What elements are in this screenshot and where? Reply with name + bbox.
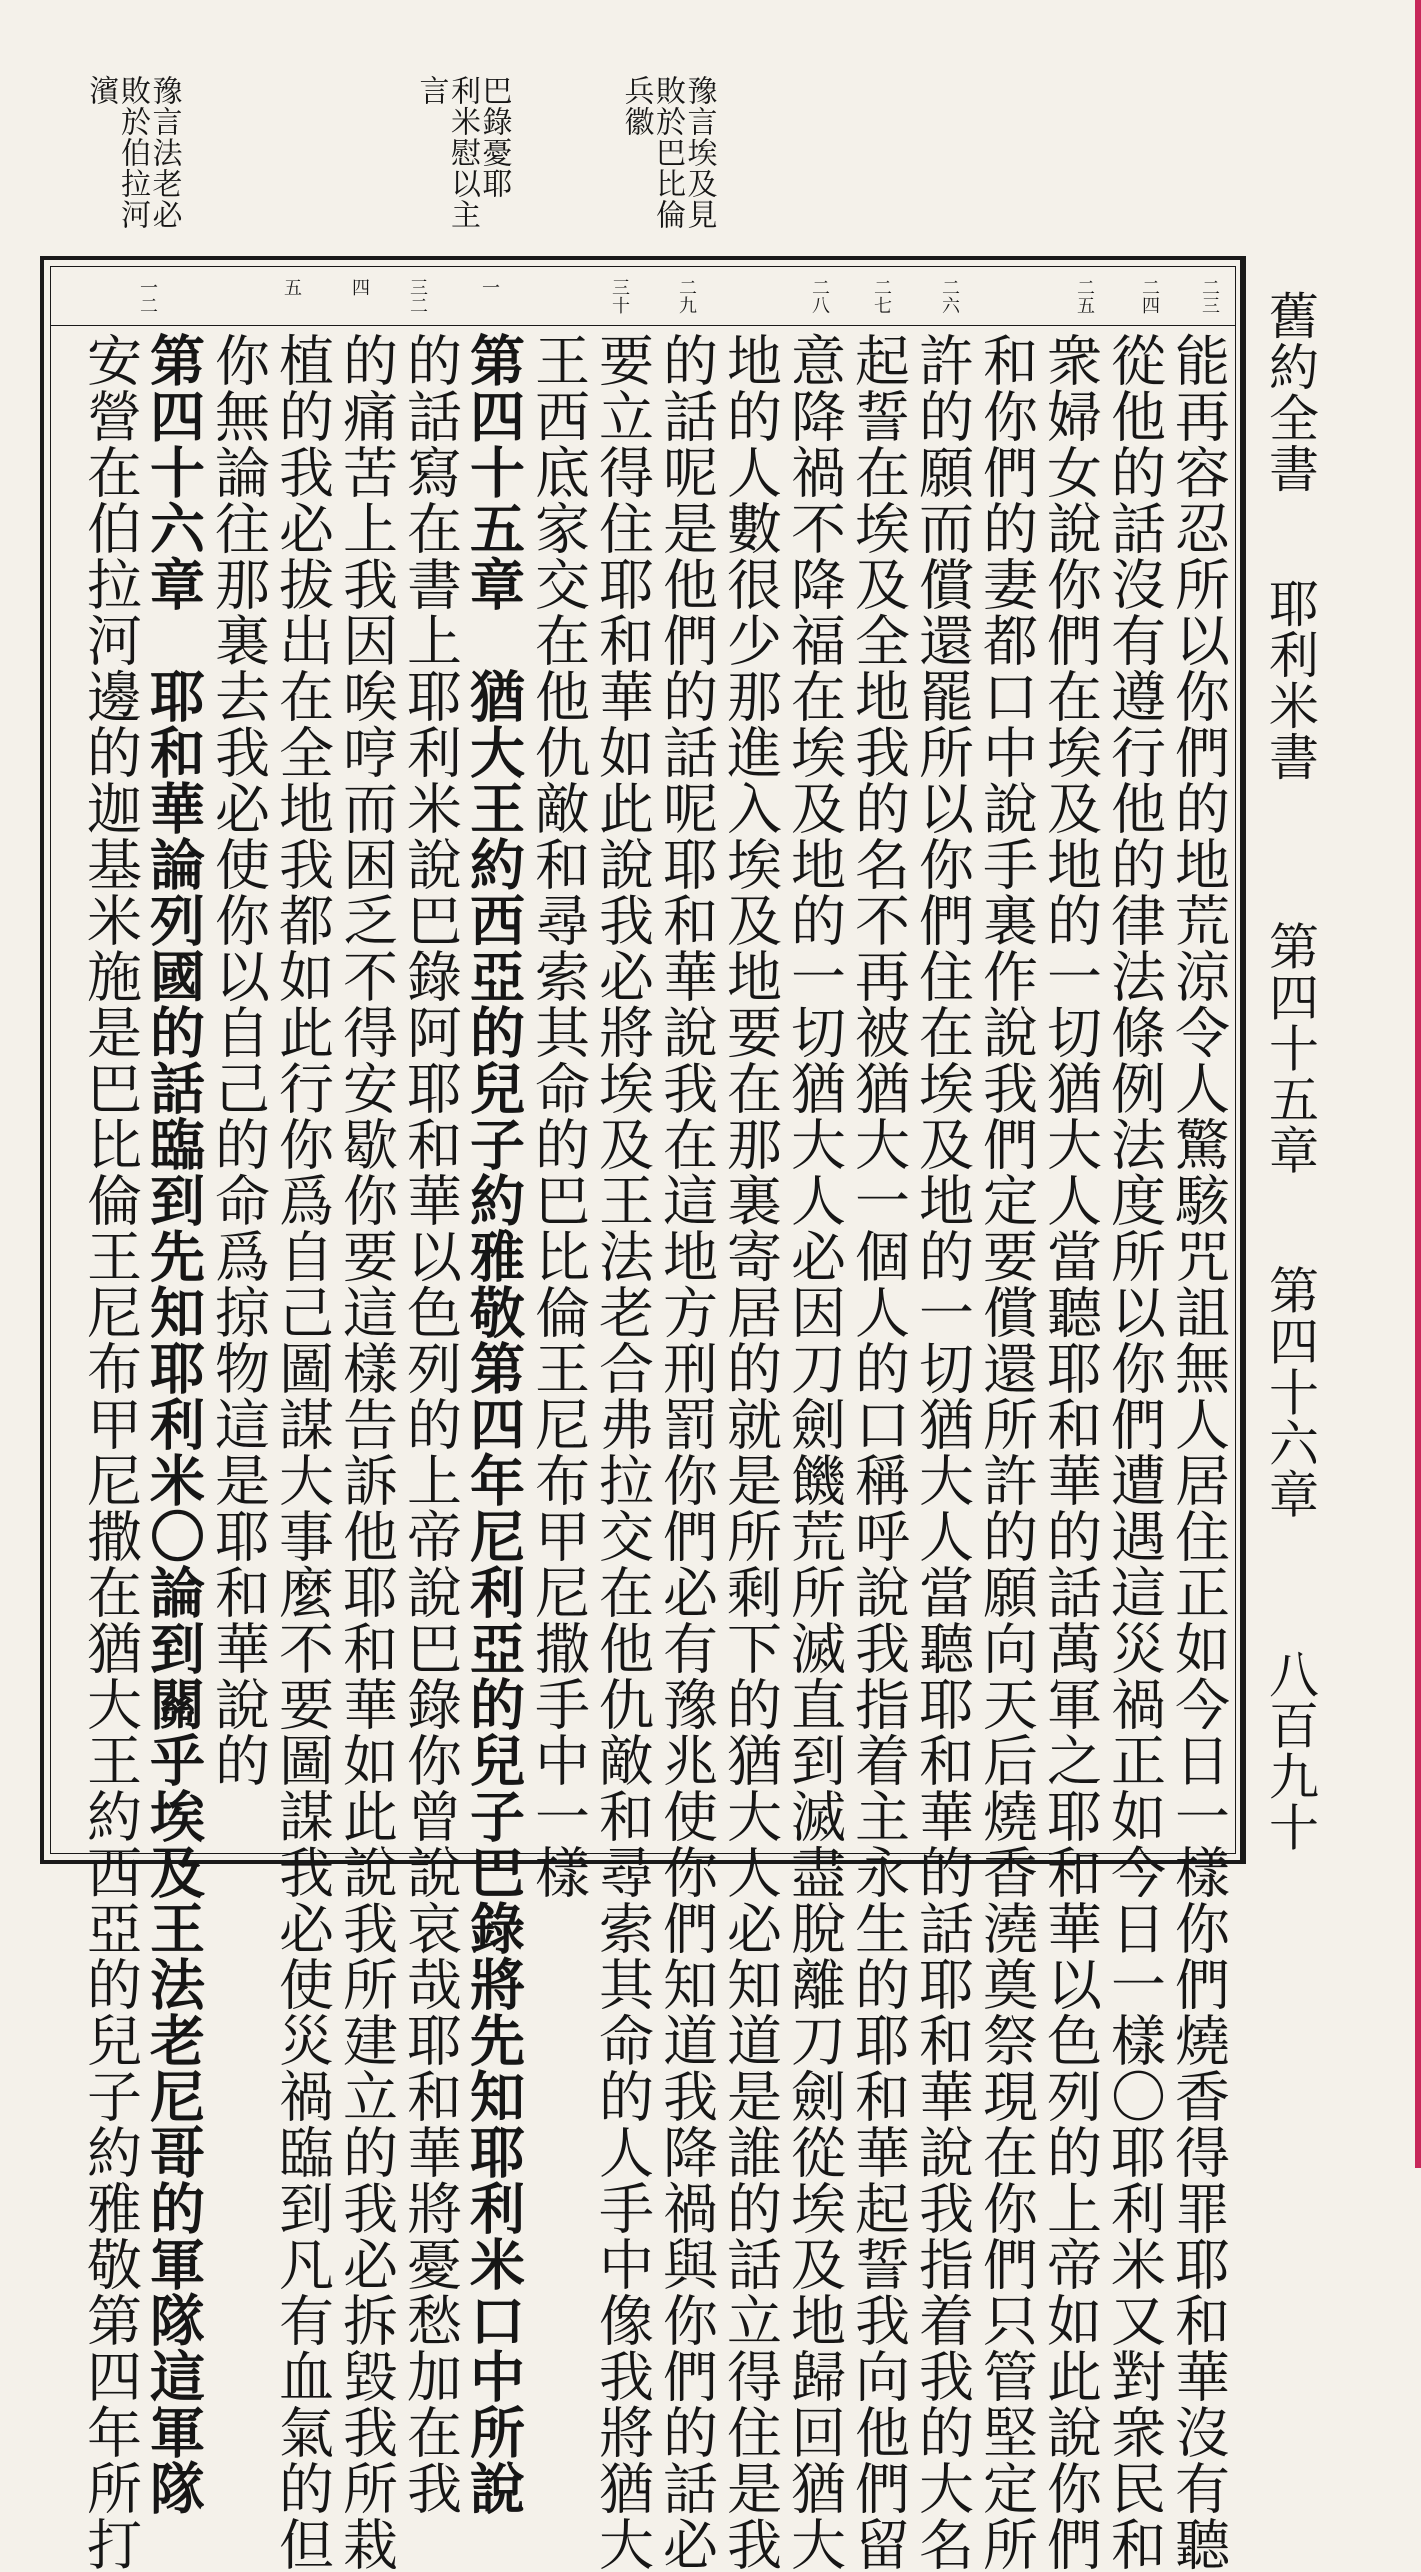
verse-number: 一二 <box>137 278 158 314</box>
verse-number: 四 <box>349 278 370 296</box>
chapter-range-end: 第四十六章 <box>1261 1264 1319 1520</box>
verse-number: 一 <box>479 278 500 296</box>
verse-number: 二六 <box>939 278 960 314</box>
text-column: 要立得住耶和華如此說我必將埃及王法老合弗拉交在他仇敵和尋索其命的人手中像我將猶大 <box>590 332 654 2572</box>
margin-note-1: 豫言法老必 敗於伯拉河 濱 <box>83 75 182 230</box>
verse-number: 二九 <box>676 278 697 314</box>
verse-number: 三十 <box>609 278 630 314</box>
text-column: 王西底家交在他仇敵和尋索其命的巴比倫王尼布甲尼撒手中一樣 <box>526 332 590 1900</box>
text-column: 和你們的妻都口中說手裏作說我們定要償還所許的願向天后燒香澆奠祭現在你們只管堅定所 <box>974 332 1038 2572</box>
text-column: 的話呢是他們的話呢耶和華說我在這地方刑罰你們必有豫兆使你們知道我降禍與你們的話必 <box>654 332 718 2572</box>
text-column: 能再容忍所以你們的地荒涼令人驚駭咒詛無人居住正如今日一樣你們燒香得罪耶和華沒有聽 <box>1166 332 1230 2572</box>
margin-note-2: 巴錄憂耶 利米慰以主 言 <box>413 75 512 230</box>
chapter-range-start: 第四十五章 <box>1261 920 1319 1176</box>
text-column: 安營在伯拉河邊的迦基米施是巴比倫王尼布甲尼撒在猶大王約西亞的兒子約雅敬第四年所打 <box>78 332 142 2572</box>
book-name: 耶利米書 <box>1261 577 1319 782</box>
text-column: 從他的話沒有遵行他的律法條例法度所以你們遭遇這災禍正如今日一樣〇耶利米又對衆民和 <box>1102 332 1166 2572</box>
text-column: 許的願而償還罷所以你們住在埃及地的一切猶大人當聽耶和華的話耶和華說我指着我的大名 <box>910 332 974 2572</box>
text-column: 的痛苦上我因唉哼而困乏不得安歇你要這樣告訴他耶和華如此說我所建立的我必拆毀我所栽 <box>334 332 398 2572</box>
text-column: 你無論往那裏去我必使你以自己的命爲掠物這是耶和華說的 <box>206 332 270 1788</box>
text-column: 意降禍不降福在埃及地的一切猶大人必因刀劍饑荒所滅直到滅盡脫離刀劍從埃及地歸回猶大 <box>782 332 846 2572</box>
running-header <box>1261 290 1319 1853</box>
verse-number: 二七 <box>871 278 892 314</box>
book-title: 舊約全書 <box>1261 290 1319 494</box>
margin-note-3: 豫言埃及見 敗於巴比倫 兵徽 <box>618 75 717 230</box>
chapter-heading-column: 第四十五章 猶大王約西亞的兒子約雅敬第四年尼利亞的兒子巴錄將先知耶利米口中所說 <box>461 332 526 2516</box>
verse-number: 二三 <box>1199 278 1220 314</box>
header-rule <box>1240 256 1243 1864</box>
verse-number: 二四 <box>1139 278 1160 314</box>
verse-number: 五 <box>281 278 302 296</box>
text-column: 起誓在埃及全地我的名不再被猶大一個人的口稱呼說我指着主永生的耶和華起誓我向他們留 <box>846 332 910 2572</box>
text-column: 的話寫在書上耶利米說巴錄阿耶和華以色列的上帝說巴錄你曾說哀哉耶和華將憂愁加在我 <box>398 332 462 2516</box>
chapter-heading-column: 第四十六章 耶和華論列國的話臨到先知耶利米〇論到關乎埃及王法老尼哥的軍隊這軍隊 <box>141 332 206 2516</box>
text-column: 植的我必拔出在全地我都如此行你爲自己圖謀大事麼不要圖謀我必使災禍臨到凡有血氣的但 <box>270 332 334 2572</box>
page-edge <box>1415 0 1421 2168</box>
text-column: 地的人數很少那進入埃及地要在那裏寄居的就是所剩下的猶大人必知道是誰的話立得住是我 <box>718 332 782 2572</box>
verse-number: 二五 <box>1074 278 1095 314</box>
verse-number-row <box>50 266 1236 326</box>
text-column: 衆婦女說你們在埃及地的一切猶大人當聽耶和華的話萬軍之耶和華以色列的上帝如此說你們 <box>1038 332 1102 2572</box>
verse-number: 三二 <box>407 278 428 314</box>
page-number: 八百九十 <box>1261 1648 1319 1853</box>
verse-number: 二八 <box>809 278 830 314</box>
